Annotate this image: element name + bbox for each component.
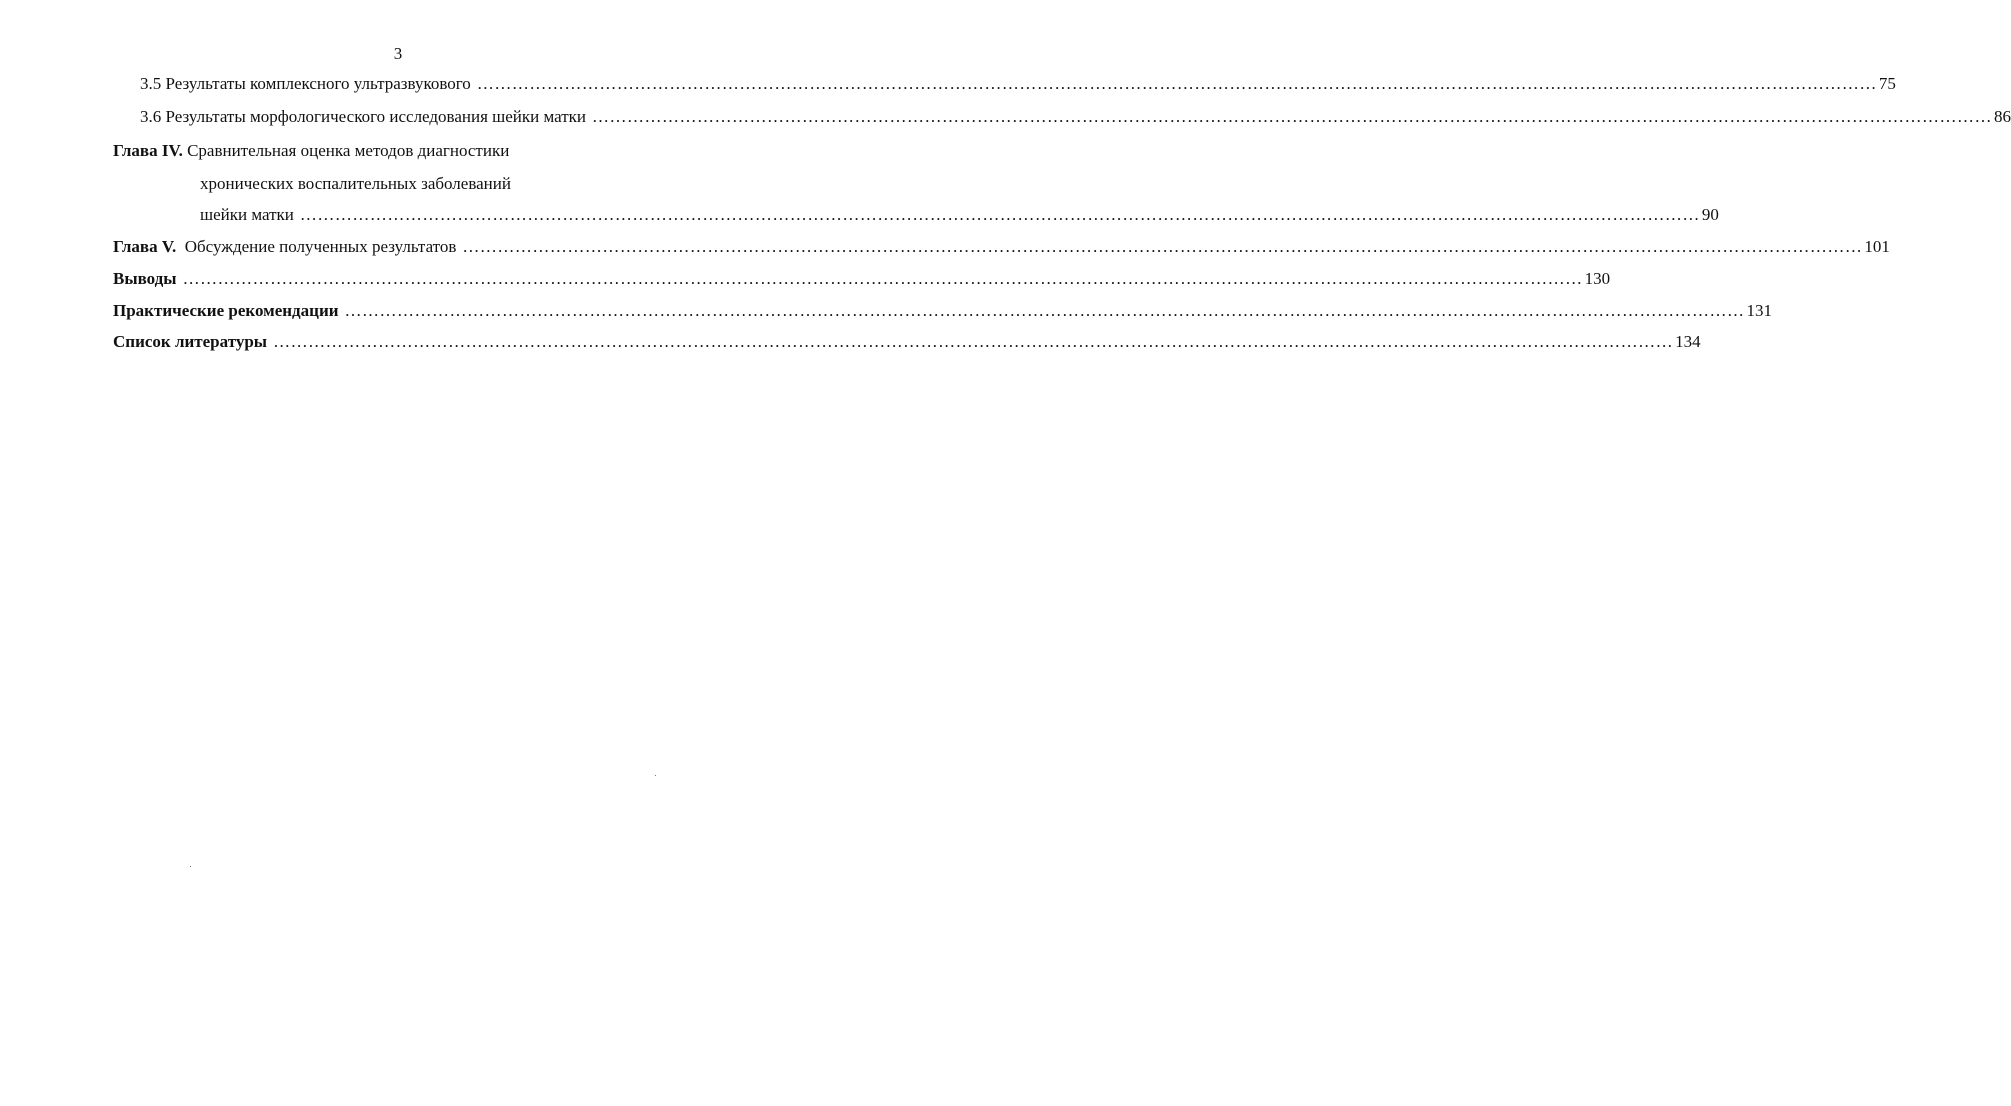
toc-leader: …………………………………………………………………………………………………………………………………………………………………………………………………………………… (462, 237, 1863, 256)
chapter-prefix: Глава V. (113, 237, 177, 256)
toc-entry-label: 3.5 Результаты комплексного ультразвукового (140, 74, 471, 93)
toc-chapter-4-line2 (200, 173, 511, 195)
toc-entry-page: 86 (1994, 107, 2011, 126)
toc-chapter-4-line3 (200, 204, 1719, 226)
toc-entry-label (113, 236, 456, 258)
chapter-title-line3: шейки матки (200, 205, 294, 224)
scan-speck (655, 775, 656, 776)
toc-recommendations (113, 300, 1773, 322)
chapter-title-line1: Сравнительная оценка методов диагностики (187, 141, 510, 160)
toc-entry-label: Список литературы (113, 332, 268, 351)
toc-leader: …………………………………………………………………………………………………………………………………………………………………………………………………………………… (592, 107, 1993, 126)
chapter-title: Обсуждение полученных результатов (184, 237, 457, 256)
page-number: 3 (393, 44, 403, 63)
toc-entry-label: Выводы (113, 269, 177, 288)
toc-leader: …………………………………………………………………………………………………………………………………………………………………………………………………………………… (273, 332, 1674, 351)
toc-references (113, 331, 1701, 353)
toc-entry-page: 90 (1701, 205, 1719, 224)
toc-leader: …………………………………………………………………………………………………………………………………………………………………………………………………………………… (476, 74, 1877, 93)
chapter-title-line2: хронических воспалительных заболеваний (200, 174, 511, 193)
toc-entry-page: 130 (1584, 269, 1611, 288)
toc-leader: …………………………………………………………………………………………………………………………………………………………………………………………………………………… (299, 205, 1700, 224)
toc-entry-page: 134 (1675, 332, 1701, 351)
toc-entry-label: Практические рекомендации (113, 301, 339, 320)
toc-entry-label: 3.6 Результаты морфологического исследования шейки матки (140, 107, 587, 126)
chapter-prefix: Глава IV. (113, 141, 183, 160)
toc-entry-page: 131 (1746, 301, 1773, 320)
toc-leader: …………………………………………………………………………………………………………………………………………………………………………………………………………………… (182, 269, 1583, 288)
scan-speck (190, 866, 191, 867)
toc-entry-3-6 (140, 106, 2011, 128)
toc-entry-3-5 (140, 73, 1896, 95)
toc-chapter-4-line1 (113, 140, 509, 162)
toc-entry-page: 75 (1878, 74, 1896, 93)
toc-conclusions (113, 268, 1611, 290)
toc-chapter-5 (113, 236, 1890, 258)
toc-entry-page: 101 (1864, 237, 1890, 256)
toc-leader: …………………………………………………………………………………………………………………………………………………………………………………………………………………… (344, 301, 1745, 320)
